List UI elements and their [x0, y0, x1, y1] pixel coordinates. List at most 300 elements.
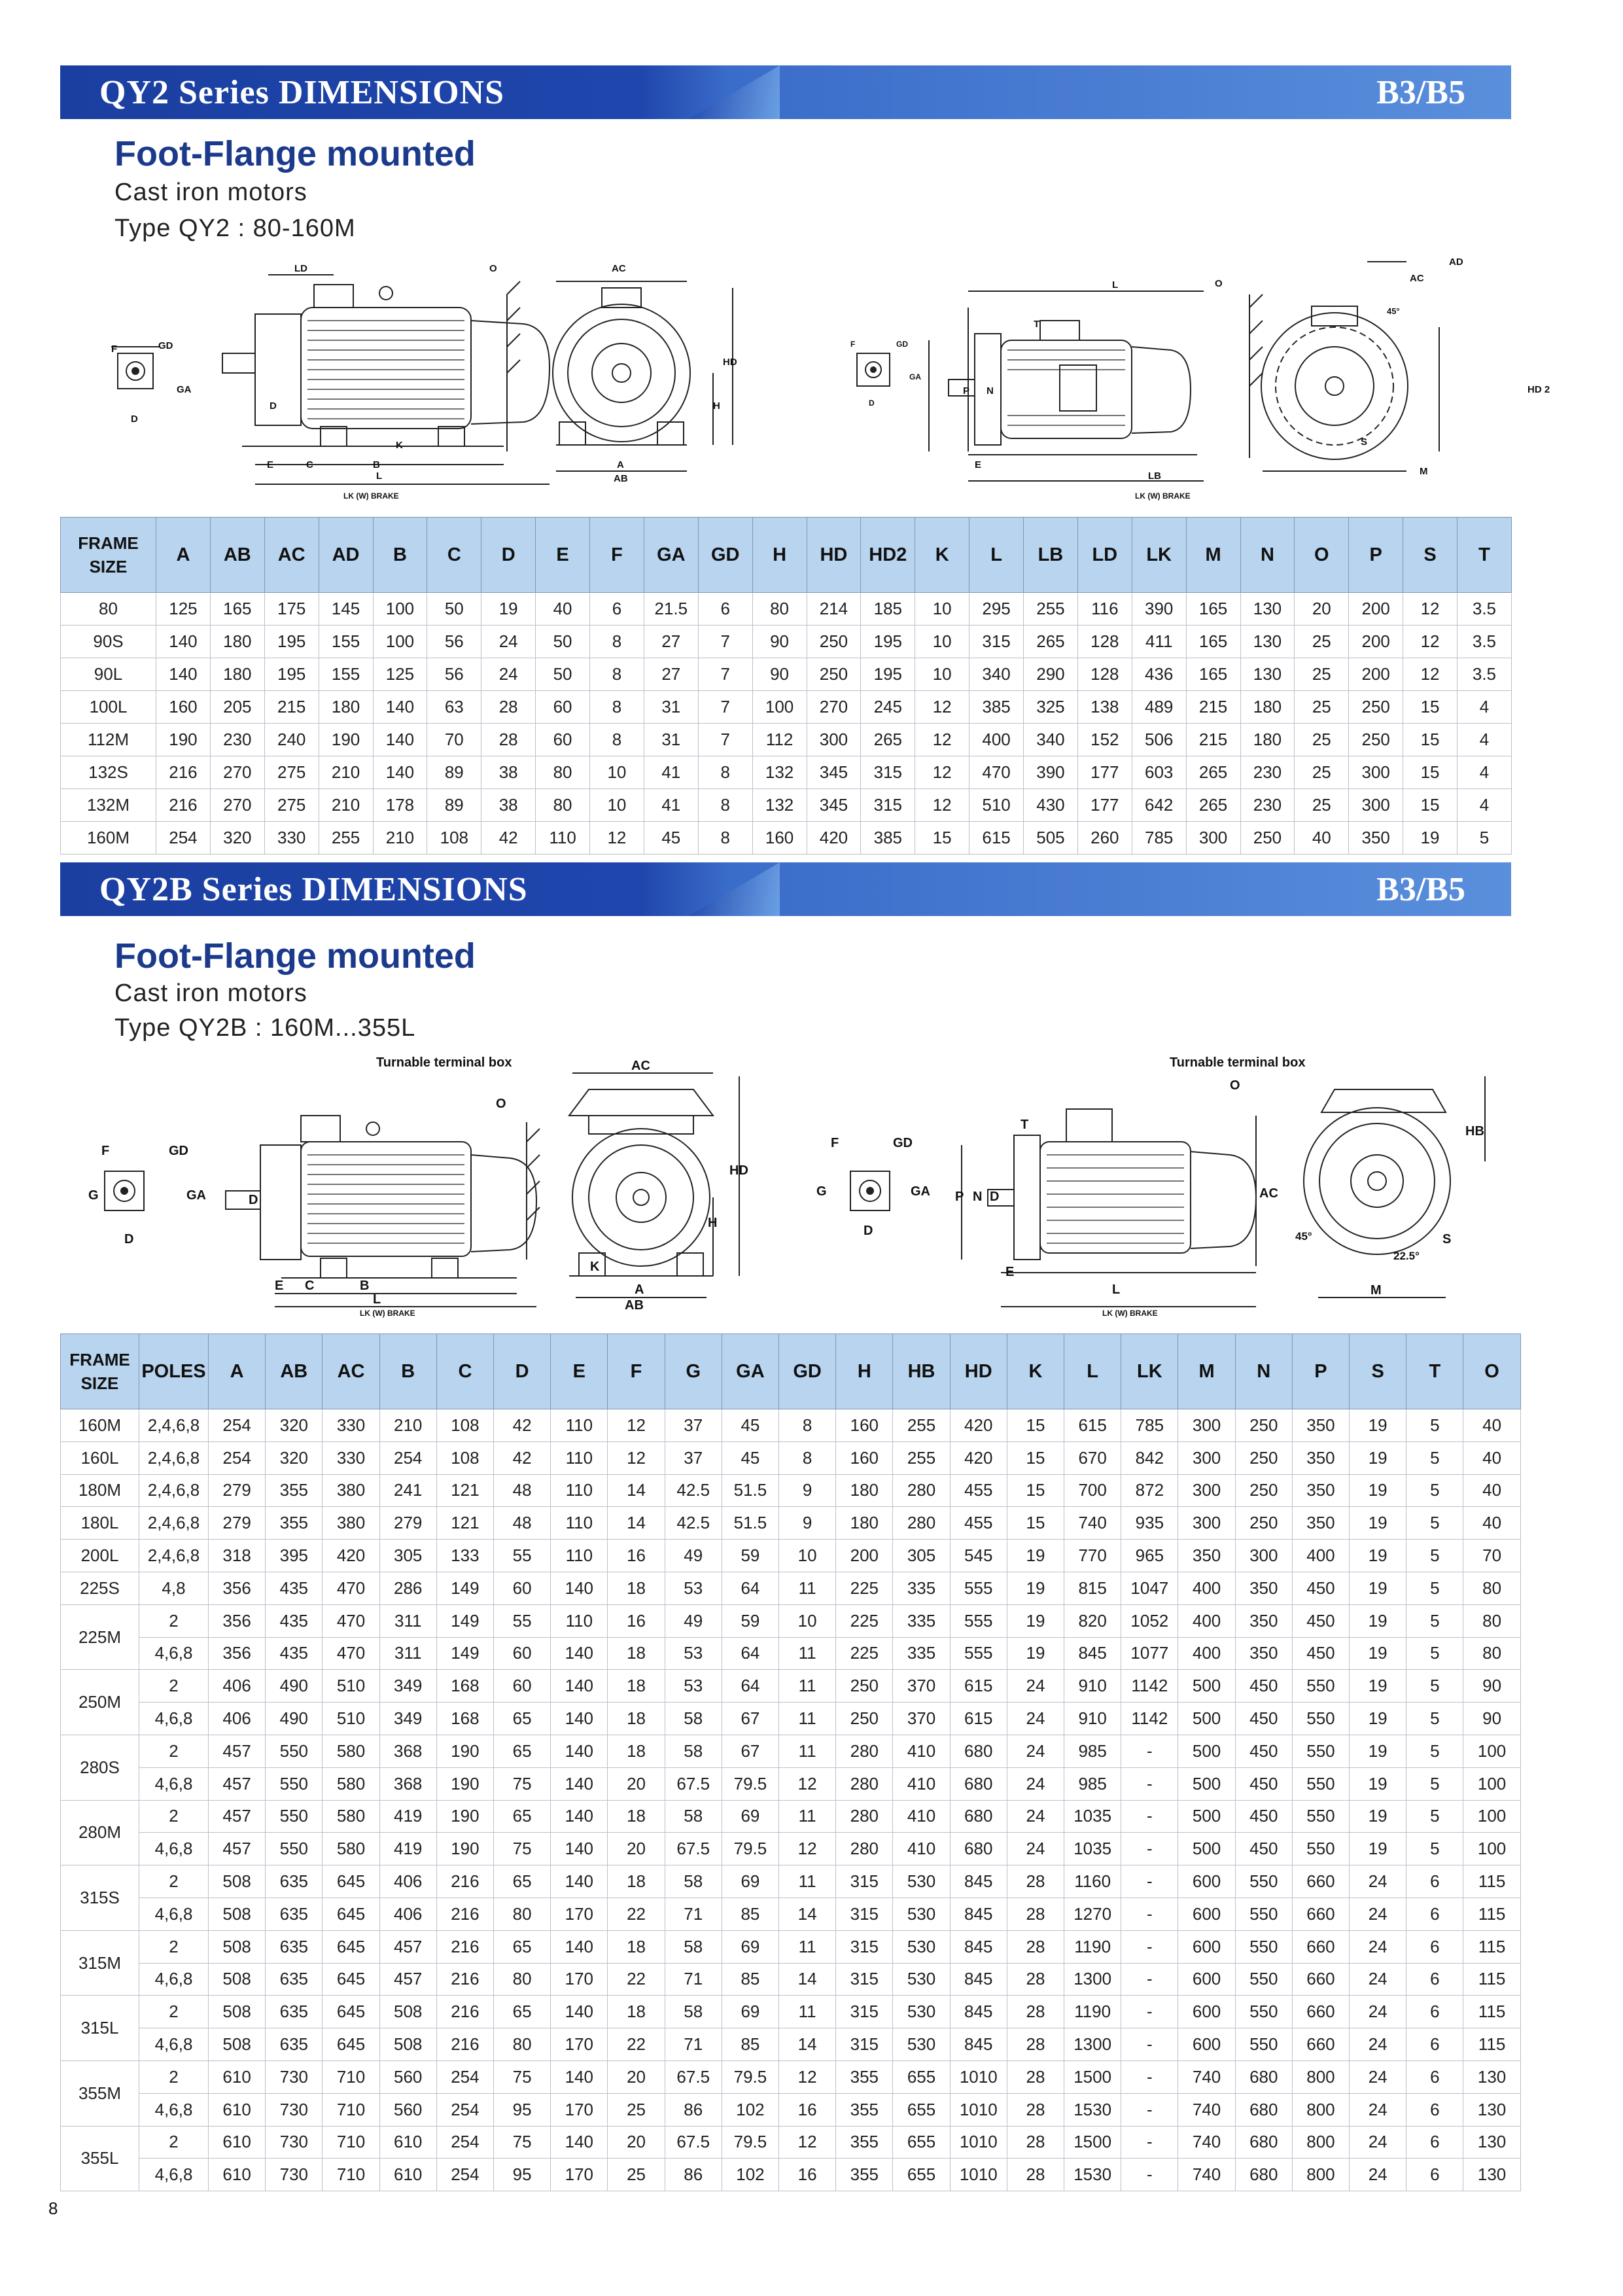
- table-cell: 140: [373, 691, 427, 724]
- table-cell: 8: [590, 658, 644, 691]
- table-cell: 59: [722, 1604, 778, 1637]
- column-header: C: [436, 1334, 493, 1409]
- table-cell: 5: [1406, 1703, 1463, 1735]
- table-cell: 51.5: [722, 1507, 778, 1540]
- poles-cell: 2: [139, 2126, 209, 2159]
- motor-side-view: [226, 1116, 536, 1278]
- section1-tag: B3/B5: [1376, 74, 1465, 111]
- column-header: AC: [323, 1334, 379, 1409]
- label-m: M: [1370, 1283, 1382, 1298]
- label-a: A: [635, 1282, 644, 1297]
- frame-size-cell: 200L: [61, 1540, 139, 1572]
- table-row: [61, 1800, 1521, 1833]
- table-cell: -: [1121, 1963, 1178, 1996]
- table-cell: 350: [1235, 1637, 1292, 1670]
- table-cell: 69: [722, 1930, 778, 1963]
- table-cell: 300: [1235, 1540, 1292, 1572]
- table-cell: 19: [1350, 1604, 1406, 1637]
- table-cell: 435: [266, 1637, 323, 1670]
- table-cell: 200: [836, 1540, 893, 1572]
- column-header: GD: [698, 518, 752, 593]
- table-cell: 25: [1295, 658, 1349, 691]
- label-gd-r: GD: [896, 340, 908, 349]
- table-cell: 340: [969, 658, 1024, 691]
- table-cell: 20: [608, 1767, 665, 1800]
- table-cell: 1077: [1121, 1637, 1178, 1670]
- table-cell: 110: [551, 1604, 608, 1637]
- table-cell: 28: [1007, 1898, 1064, 1930]
- table-cell: 965: [1121, 1540, 1178, 1572]
- table-cell: 655: [893, 2060, 950, 2093]
- table-cell: 108: [427, 822, 481, 855]
- table-cell: 1160: [1064, 1865, 1121, 1898]
- table-cell: 28: [1007, 1963, 1064, 1996]
- shaft-end-view-left: [111, 347, 160, 389]
- table-cell: 270: [210, 756, 264, 789]
- label-lb: LB: [1148, 470, 1161, 482]
- table-cell: 6: [1406, 2060, 1463, 2093]
- table-cell: 28: [1007, 1930, 1064, 1963]
- table-cell: 7: [698, 658, 752, 691]
- table-cell: 50: [427, 593, 481, 626]
- table-cell: 5: [1406, 1767, 1463, 1800]
- table-cell: 58: [665, 1865, 722, 1898]
- label-g: G: [88, 1188, 99, 1203]
- label-lk-r: LK (W) BRAKE: [1102, 1309, 1158, 1318]
- table-cell: 490: [266, 1703, 323, 1735]
- table-cell: 180: [210, 658, 264, 691]
- table-cell: 216: [436, 2028, 493, 2061]
- label-k: K: [590, 1260, 600, 1274]
- table-cell: 845: [950, 1930, 1007, 1963]
- table-cell: 190: [436, 1800, 493, 1833]
- table-cell: 670: [1064, 1441, 1121, 1474]
- column-header: H: [752, 518, 807, 593]
- table-cell: 24: [1350, 2159, 1406, 2191]
- table-cell: 130: [1240, 626, 1295, 658]
- column-header: GD: [779, 1334, 836, 1409]
- table-cell: 69: [722, 1800, 778, 1833]
- table-row: [61, 1540, 1521, 1572]
- table-cell: 340: [1024, 724, 1078, 756]
- table-cell: 250: [1235, 1441, 1292, 1474]
- table-cell: 457: [209, 1735, 266, 1767]
- column-header: P: [1349, 518, 1403, 593]
- column-header: N: [1240, 518, 1295, 593]
- table-cell: 60: [536, 691, 590, 724]
- table-cell: 48: [494, 1507, 551, 1540]
- table-cell: 42: [494, 1441, 551, 1474]
- table-cell: -: [1121, 2159, 1178, 2191]
- table-cell: 75: [494, 2126, 551, 2159]
- table-cell: 330: [323, 1441, 379, 1474]
- table-cell: 80: [1463, 1637, 1520, 1670]
- column-header: D: [494, 1334, 551, 1409]
- table-cell: 8: [698, 789, 752, 822]
- poles-cell: 2,4,6,8: [139, 1441, 209, 1474]
- table-cell: 845: [1064, 1637, 1121, 1670]
- table-cell: 505: [1024, 822, 1078, 855]
- table-cell: 18: [608, 1930, 665, 1963]
- table-cell: 75: [494, 2060, 551, 2093]
- table-cell: 15: [1007, 1409, 1064, 1442]
- table-cell: 18: [608, 1670, 665, 1703]
- table-cell: 350: [1292, 1507, 1349, 1540]
- table-cell: 315: [836, 1963, 893, 1996]
- frame-size-cell: 90S: [61, 626, 156, 658]
- table-cell: 435: [266, 1572, 323, 1604]
- banner-sweep: [688, 862, 780, 916]
- label-f: F: [101, 1144, 110, 1158]
- column-header: P: [1292, 1334, 1349, 1409]
- column-header: LB: [1024, 518, 1078, 593]
- frame-size-cell: 160L: [61, 1441, 139, 1474]
- table-cell: 508: [209, 1898, 266, 1930]
- table-cell: 86: [665, 2159, 722, 2191]
- table-cell: 350: [1292, 1474, 1349, 1507]
- column-header: N: [1235, 1334, 1292, 1409]
- table-cell: 75: [494, 1767, 551, 1800]
- column-header: F: [608, 1334, 665, 1409]
- table-cell: 28: [1007, 2028, 1064, 2061]
- label-e-r: E: [1005, 1265, 1015, 1279]
- table-cell: 121: [436, 1507, 493, 1540]
- table-cell: 270: [807, 691, 861, 724]
- label-d2: D: [270, 400, 277, 412]
- table-cell: 280: [836, 1833, 893, 1865]
- table-cell: 18: [608, 1703, 665, 1735]
- table-cell: 350: [1235, 1604, 1292, 1637]
- table-cell: 345: [807, 789, 861, 822]
- table-cell: 58: [665, 1703, 722, 1735]
- table-cell: 615: [1064, 1409, 1121, 1442]
- table-cell: 140: [551, 2060, 608, 2093]
- label-b: B: [373, 459, 380, 470]
- table-cell: 645: [323, 1930, 379, 1963]
- banner-sweep: [688, 65, 780, 119]
- table-cell: 311: [379, 1604, 436, 1637]
- table-cell: 1142: [1121, 1670, 1178, 1703]
- table-cell: 254: [209, 1441, 266, 1474]
- table-cell: 490: [266, 1670, 323, 1703]
- column-header: FRAME SIZE: [61, 518, 156, 593]
- table-row: [61, 1703, 1521, 1735]
- table-cell: 100: [373, 626, 427, 658]
- table-cell: 41: [644, 789, 698, 822]
- table-cell: 28: [481, 724, 536, 756]
- table-cell: 279: [209, 1474, 266, 1507]
- table-cell: 250: [1240, 822, 1295, 855]
- table-cell: 910: [1064, 1670, 1121, 1703]
- label-ac-r: AC: [1410, 273, 1424, 284]
- table-cell: -: [1121, 1865, 1178, 1898]
- table-cell: 24: [1350, 1930, 1406, 1963]
- table-cell: 457: [209, 1800, 266, 1833]
- table-cell: 6: [1406, 1898, 1463, 1930]
- poles-cell: 4,6,8: [139, 1767, 209, 1800]
- column-header: L: [969, 518, 1024, 593]
- table-cell: 286: [379, 1572, 436, 1604]
- table-cell: 615: [950, 1670, 1007, 1703]
- table-cell: 845: [950, 1865, 1007, 1898]
- label-hd: HD: [729, 1163, 748, 1178]
- table-cell: 58: [665, 1735, 722, 1767]
- table-cell: 155: [319, 658, 373, 691]
- table-row: [61, 1409, 1521, 1442]
- table-cell: 100: [1463, 1833, 1520, 1865]
- table-cell: 785: [1132, 822, 1186, 855]
- section2-title: QY2B Series DIMENSIONS: [99, 871, 528, 908]
- table-cell: 420: [950, 1441, 1007, 1474]
- label-d-r: D: [864, 1224, 873, 1238]
- table-cell: 5: [1406, 1800, 1463, 1833]
- table-cell: 710: [323, 2060, 379, 2093]
- label-ac-r: AC: [1259, 1186, 1278, 1201]
- table-cell: 28: [1007, 2159, 1064, 2191]
- table-cell: 180: [319, 691, 373, 724]
- table-cell: 450: [1235, 1670, 1292, 1703]
- table-cell: 680: [950, 1767, 1007, 1800]
- table-row: [61, 691, 1512, 724]
- table-cell: 550: [1235, 1963, 1292, 1996]
- table-cell: 18: [608, 1800, 665, 1833]
- table-cell: 140: [551, 1572, 608, 1604]
- table-cell: 205: [210, 691, 264, 724]
- table-cell: 80: [494, 1963, 551, 1996]
- table-cell: 1190: [1064, 1996, 1121, 2028]
- table-cell: 38: [481, 789, 536, 822]
- table-cell: 130: [1463, 2093, 1520, 2126]
- table-cell: 11: [779, 1735, 836, 1767]
- table-cell: 740: [1178, 2093, 1235, 2126]
- column-header: T: [1406, 1334, 1463, 1409]
- table-cell: 655: [893, 2093, 950, 2126]
- table-cell: 400: [1292, 1540, 1349, 1572]
- table-cell: 349: [379, 1703, 436, 1735]
- column-header: A: [209, 1334, 266, 1409]
- table-cell: 600: [1178, 1930, 1235, 1963]
- table-cell: 330: [264, 822, 319, 855]
- table-cell: 19: [1007, 1637, 1064, 1670]
- table-cell: 11: [779, 1572, 836, 1604]
- poles-cell: 2,4,6,8: [139, 1507, 209, 1540]
- table-cell: 130: [1463, 2159, 1520, 2191]
- table-cell: 16: [608, 1540, 665, 1572]
- table-cell: 300: [1349, 789, 1403, 822]
- table-row: [61, 1637, 1521, 1670]
- table-cell: 58: [665, 1996, 722, 2028]
- table-cell: 420: [323, 1540, 379, 1572]
- table-cell: 450: [1235, 1735, 1292, 1767]
- column-header: D: [481, 518, 536, 593]
- table-cell: 645: [323, 1865, 379, 1898]
- table-cell: 400: [1178, 1572, 1235, 1604]
- table-row: [61, 658, 1512, 691]
- table-cell: 225: [836, 1604, 893, 1637]
- table-cell: 470: [323, 1637, 379, 1670]
- table-cell: 67.5: [665, 1833, 722, 1865]
- table-cell: 80: [1463, 1572, 1520, 1604]
- table-cell: 42: [481, 822, 536, 855]
- table-cell: 165: [210, 593, 264, 626]
- table-cell: 7: [698, 691, 752, 724]
- table-cell: 25: [608, 2159, 665, 2191]
- table-cell: 1270: [1064, 1898, 1121, 1930]
- table-cell: 65: [494, 1996, 551, 2028]
- table-cell: 255: [893, 1409, 950, 1442]
- table-cell: 11: [779, 1865, 836, 1898]
- table-cell: 165: [1186, 626, 1240, 658]
- table-row: [61, 822, 1512, 855]
- table-cell: 680: [950, 1735, 1007, 1767]
- table-cell: 457: [379, 1930, 436, 1963]
- table-cell: 165: [1186, 593, 1240, 626]
- table-cell: 11: [779, 1670, 836, 1703]
- table-cell: 5: [1406, 1507, 1463, 1540]
- table-cell: 168: [436, 1703, 493, 1735]
- table-cell: 19: [1350, 1800, 1406, 1833]
- table-cell: 140: [551, 1996, 608, 2028]
- label-ga-r: GA: [909, 372, 921, 381]
- table-cell: 550: [266, 1800, 323, 1833]
- table-cell: 406: [379, 1865, 436, 1898]
- table-cell: 550: [266, 1833, 323, 1865]
- table-cell: 290: [1024, 658, 1078, 691]
- table-cell: -: [1121, 2060, 1178, 2093]
- table-cell: 15: [915, 822, 969, 855]
- table-cell: 42.5: [665, 1507, 722, 1540]
- table-cell: 910: [1064, 1703, 1121, 1735]
- table-cell: 1010: [950, 2126, 1007, 2159]
- table-cell: 24: [1007, 1735, 1064, 1767]
- table-cell: 5: [1406, 1540, 1463, 1572]
- table-cell: 210: [319, 789, 373, 822]
- table-cell: 700: [1064, 1474, 1121, 1507]
- table-cell: 470: [323, 1604, 379, 1637]
- table-cell: 216: [436, 1898, 493, 1930]
- frame-size-cell: 132S: [61, 756, 156, 789]
- table-cell: 24: [1007, 1833, 1064, 1865]
- table-row: [61, 2060, 1521, 2093]
- table-cell: 41: [644, 756, 698, 789]
- table-cell: 149: [436, 1572, 493, 1604]
- table-cell: 740: [1064, 1507, 1121, 1540]
- table-cell: 115: [1463, 1865, 1520, 1898]
- column-header: FRAME SIZE: [61, 1334, 139, 1409]
- table-cell: 140: [551, 1930, 608, 1963]
- poles-cell: 2,4,6,8: [139, 1474, 209, 1507]
- table-cell: 550: [1292, 1833, 1349, 1865]
- column-header: G: [665, 1334, 722, 1409]
- table-cell: 680: [1235, 2060, 1292, 2093]
- table-cell: 315: [861, 756, 915, 789]
- table-cell: 180: [210, 626, 264, 658]
- table-cell: 75: [494, 1833, 551, 1865]
- column-header: HD: [950, 1334, 1007, 1409]
- table-cell: 872: [1121, 1474, 1178, 1507]
- table-cell: 24: [1350, 1865, 1406, 1898]
- table-cell: 200: [1349, 593, 1403, 626]
- table-cell: 250: [1235, 1409, 1292, 1442]
- table-cell: 710: [323, 2126, 379, 2159]
- table-cell: 530: [893, 1865, 950, 1898]
- table-cell: 8: [779, 1409, 836, 1442]
- table-cell: 250: [1349, 724, 1403, 756]
- label-n: N: [986, 385, 994, 397]
- table-cell: 14: [608, 1474, 665, 1507]
- table-cell: 22: [608, 1963, 665, 1996]
- table-cell: 315: [969, 626, 1024, 658]
- table-cell: 80: [1463, 1604, 1520, 1637]
- table-cell: 59: [722, 1540, 778, 1572]
- table-cell: 350: [1292, 1409, 1349, 1442]
- table-cell: -: [1121, 1735, 1178, 1767]
- section1-material: Cast iron motors: [114, 179, 307, 206]
- table-cell: 600: [1178, 1898, 1235, 1930]
- poles-cell: 4,6,8: [139, 1898, 209, 1930]
- table-cell: 985: [1064, 1735, 1121, 1767]
- table-cell: 24: [1350, 2060, 1406, 2093]
- table-cell: 71: [665, 1963, 722, 1996]
- table-cell: 115: [1463, 1898, 1520, 1930]
- poles-cell: 2: [139, 1800, 209, 1833]
- table-cell: 110: [551, 1507, 608, 1540]
- table-cell: 355: [836, 2159, 893, 2191]
- table-cell: 370: [893, 1670, 950, 1703]
- table-cell: 255: [1024, 593, 1078, 626]
- table-cell: 19: [1403, 822, 1457, 855]
- table-cell: 16: [779, 2093, 836, 2126]
- table-row: [61, 593, 1512, 626]
- table-cell: 71: [665, 2028, 722, 2061]
- table-cell: 660: [1292, 1930, 1349, 1963]
- column-header: AC: [264, 518, 319, 593]
- table-cell: 315: [836, 1898, 893, 1930]
- table-cell: 190: [436, 1735, 493, 1767]
- table-cell: 140: [373, 724, 427, 756]
- table-cell: 12: [608, 1441, 665, 1474]
- label-ad: AD: [1449, 256, 1463, 268]
- table-cell: 410: [893, 1767, 950, 1800]
- table-cell: 603: [1132, 756, 1186, 789]
- table-cell: 140: [156, 658, 211, 691]
- table-cell: 65: [494, 1865, 551, 1898]
- table-cell: 420: [807, 822, 861, 855]
- table-cell: 170: [551, 1898, 608, 1930]
- table-cell: 24: [1350, 1996, 1406, 2028]
- table-cell: 4: [1457, 691, 1512, 724]
- table-cell: 635: [266, 1930, 323, 1963]
- table-cell: 115: [1463, 1963, 1520, 1996]
- frame-size-cell: 160M: [61, 1409, 139, 1442]
- table-cell: 15: [1007, 1441, 1064, 1474]
- table-cell: 128: [1077, 658, 1132, 691]
- table-cell: 50: [536, 658, 590, 691]
- column-header: M: [1186, 518, 1240, 593]
- table-cell: 600: [1178, 1865, 1235, 1898]
- frame-size-cell: 225S: [61, 1572, 139, 1604]
- table-cell: 130: [1463, 2060, 1520, 2093]
- table-cell: 86: [665, 2093, 722, 2126]
- table-cell: 1500: [1064, 2126, 1121, 2159]
- table-cell: 710: [323, 2093, 379, 2126]
- table-cell: 12: [915, 691, 969, 724]
- table-cell: 65: [494, 1735, 551, 1767]
- table-cell: 3.5: [1457, 658, 1512, 691]
- column-header: O: [1463, 1334, 1520, 1409]
- table-cell: 90: [752, 658, 807, 691]
- table-row: [61, 2093, 1521, 2126]
